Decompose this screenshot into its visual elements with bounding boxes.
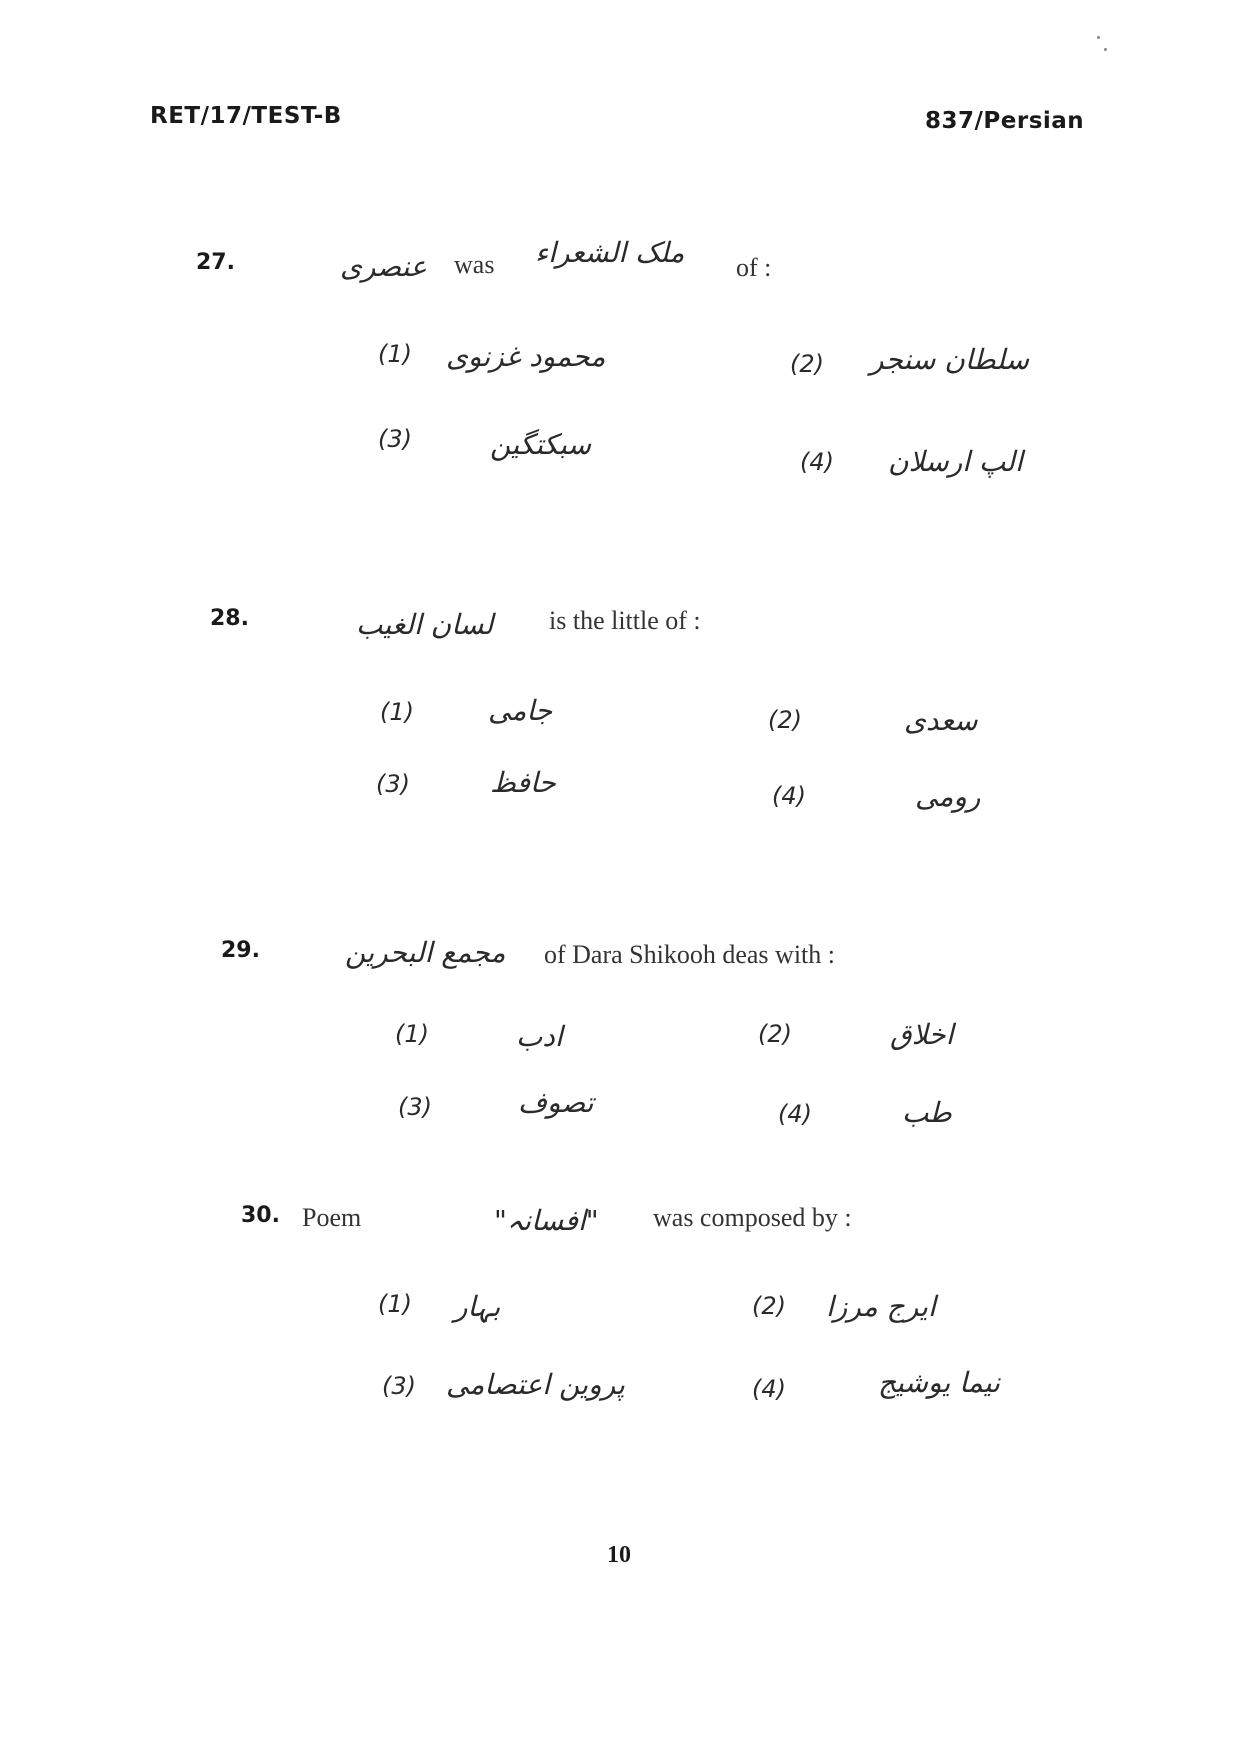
question-term: عنصری bbox=[340, 250, 427, 283]
option-text: سلطان سنجر bbox=[870, 343, 1030, 376]
option-number: (2) bbox=[790, 350, 824, 378]
option-number: (1) bbox=[380, 698, 414, 726]
question-number: 30. bbox=[241, 1203, 280, 1228]
question-term: مجمع البحرین bbox=[345, 936, 506, 969]
option-number: (2) bbox=[752, 1292, 786, 1320]
option-number: (2) bbox=[768, 706, 802, 734]
option-text: بہار bbox=[454, 1290, 501, 1323]
question-number: 27. bbox=[196, 250, 235, 275]
question-text: was composed by : bbox=[653, 1203, 852, 1232]
option-number: (4) bbox=[772, 782, 806, 810]
option-text: اخلاق bbox=[890, 1018, 954, 1051]
question-term: ملک الشعراء bbox=[535, 236, 685, 269]
option-number: (1) bbox=[378, 1290, 412, 1318]
option-text: جامی bbox=[488, 694, 553, 727]
question-number: 29. bbox=[221, 938, 260, 963]
question-text: Poem bbox=[302, 1203, 362, 1232]
option-number: (2) bbox=[758, 1020, 792, 1048]
scan-speck bbox=[1097, 36, 1100, 39]
option-number: (3) bbox=[398, 1093, 432, 1121]
option-text: سعدی bbox=[904, 704, 978, 737]
header-code: RET/17/TEST-B bbox=[150, 103, 342, 129]
option-text: حافظ bbox=[490, 766, 556, 799]
option-text: تصوف bbox=[518, 1086, 594, 1119]
option-number: (1) bbox=[395, 1020, 429, 1048]
question-text: is the little of : bbox=[549, 606, 701, 635]
header-subject: 837/Persian bbox=[925, 108, 1085, 134]
question-text: of : bbox=[736, 253, 772, 282]
option-text: طب bbox=[902, 1096, 952, 1129]
option-text: ایرج مرزا bbox=[826, 1290, 936, 1323]
option-number: (3) bbox=[382, 1372, 416, 1400]
option-text: رومی bbox=[915, 780, 981, 813]
option-text: الپ ارسلان bbox=[888, 445, 1023, 478]
option-number: (4) bbox=[800, 448, 834, 476]
option-text: سبکتگین bbox=[490, 428, 592, 461]
option-number: (1) bbox=[378, 340, 412, 368]
option-number: (3) bbox=[376, 770, 410, 798]
question-term: لسان الغیب bbox=[356, 608, 494, 641]
option-number: (4) bbox=[778, 1100, 812, 1128]
option-number: (3) bbox=[378, 425, 412, 453]
question-number: 28. bbox=[210, 606, 249, 631]
question-text: of Dara Shikooh deas with : bbox=[544, 940, 836, 969]
option-text: ادب bbox=[516, 1020, 563, 1053]
page-number: 10 bbox=[607, 1542, 631, 1568]
question-term: "افسانہ" bbox=[494, 1204, 599, 1237]
option-text: پروین اعتصامی bbox=[446, 1368, 625, 1401]
scan-speck bbox=[1104, 48, 1107, 51]
option-number: (4) bbox=[752, 1375, 786, 1403]
option-text: محمود غزنوی bbox=[446, 340, 606, 373]
option-text: نیما یوشیج bbox=[878, 1366, 1001, 1399]
question-text: was bbox=[454, 250, 495, 279]
